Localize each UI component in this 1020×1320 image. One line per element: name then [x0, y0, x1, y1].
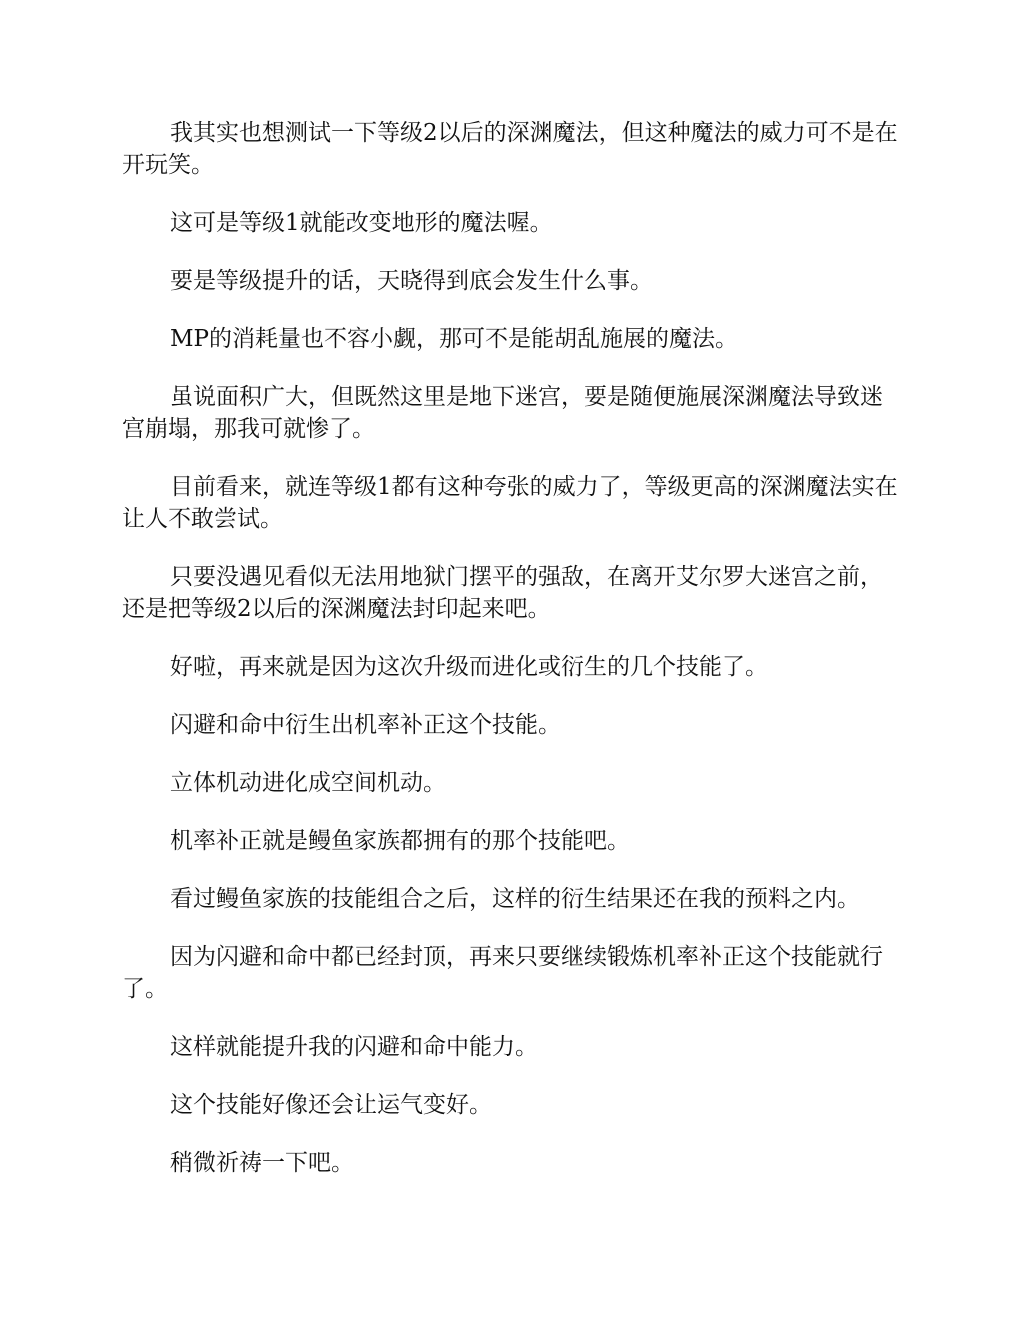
paragraph: 稍微祈祷一下吧。 — [170, 1150, 354, 1176]
paragraph: 要是等级提升的话，天晓得到底会发生什么事。 — [170, 268, 653, 294]
paragraph: 这个技能好像还会让运气变好。 — [170, 1092, 492, 1118]
document-body — [122, 117, 898, 1205]
paragraph: MP的消耗量也不容小觑，那可不是能胡乱施展的魔法。 — [170, 326, 739, 352]
paragraph: 虽说面积广大，但既然这里是地下迷宫，要是随便施展深渊魔法导致迷宫崩塌，那我可就惨了。 — [122, 384, 883, 442]
paragraph: 只要没遇见看似无法用地狱门摆平的强敌，在离开艾尔罗大迷宫之前，还是把等级2以后的深渊魔法封印起来吧。 — [122, 564, 883, 622]
paragraph: 因为闪避和命中都已经封顶，再来只要继续锻炼机率补正这个技能就行了。 — [122, 944, 883, 1002]
paragraph: 立体机动进化成空间机动。 — [170, 770, 446, 796]
paragraph: 这样就能提升我的闪避和命中能力。 — [170, 1034, 538, 1060]
paragraph: 闪避和命中衍生出机率补正这个技能。 — [170, 712, 561, 738]
paragraph: 看过鳗鱼家族的技能组合之后，这样的衍生结果还在我的预料之内。 — [170, 886, 860, 912]
paragraph: 好啦，再来就是因为这次升级而进化或衍生的几个技能了。 — [170, 654, 768, 680]
paragraph: 我其实也想测试一下等级2以后的深渊魔法，但这种魔法的威力可不是在开玩笑。 — [122, 120, 898, 178]
paragraph: 这可是等级1就能改变地形的魔法喔。 — [170, 210, 553, 236]
paragraph: 目前看来，就连等级1都有这种夸张的威力了，等级更高的深渊魔法实在让人不敢尝试。 — [122, 474, 898, 532]
paragraph: 机率补正就是鳗鱼家族都拥有的那个技能吧。 — [170, 828, 630, 854]
